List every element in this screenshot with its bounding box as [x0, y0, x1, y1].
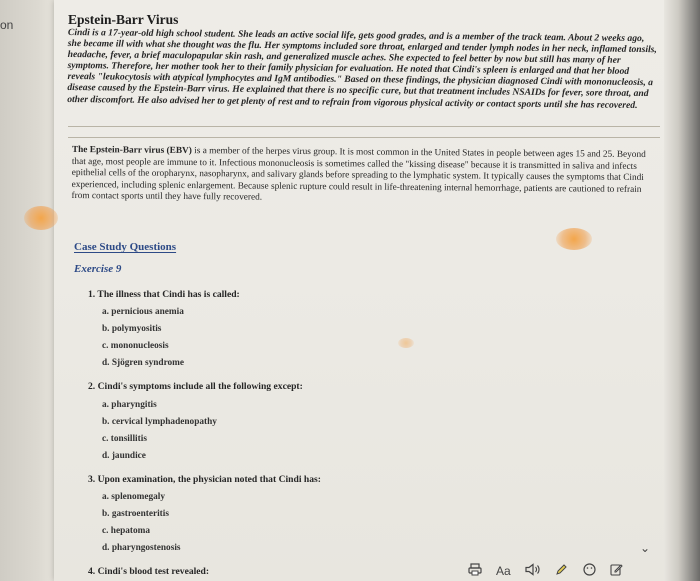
question-3-option-c[interactable]: c. hepatoma	[102, 526, 151, 536]
question-stem: 1. The illness that Cindi has is called:	[88, 289, 240, 300]
question-3	[88, 474, 648, 485]
speaker-icon[interactable]	[525, 563, 541, 579]
document-page	[54, 0, 666, 581]
question-1-option-d[interactable]: d. Sjögren syndrome	[102, 358, 185, 368]
glare-spot	[398, 338, 414, 348]
question-3-option-d[interactable]: d. pharyngostenosis	[102, 543, 181, 553]
print-icon[interactable]	[468, 563, 482, 579]
gutter-tab-fragment[interactable]: on	[0, 18, 14, 32]
chevron-down-icon[interactable]: ⌄	[640, 541, 651, 555]
intro-body: is a member of the herpes virus group. It is most common in the United States in people between ages 15 and 25. Beyond that age, most people are immune to it. Infectious mononucleosis is sometimes called the "kissing disease" because it is transmitted in saliva and infects epithelial cells of the oropharynx, nasopharynx, and salivary glands before spreading to the lymphatic system. It typically causes the symptoms that Cindi experienced, including splenic enlargement. Because splenic rupture could result in life-threatening internal hemorrhage, patients are cautioned to refrain from contact sports until they have fully recovered.	[71, 146, 646, 204]
intro-lead: The Epstein-Barr virus (EBV)	[71, 145, 192, 157]
highlighter-icon[interactable]	[555, 563, 569, 579]
question-3-option-b[interactable]: b. gastroenteritis	[102, 509, 169, 519]
exercise-heading: Exercise 9	[74, 263, 122, 275]
intro-paragraph	[71, 145, 661, 208]
glare-spot	[556, 228, 592, 250]
section-heading: Case Study Questions	[74, 241, 177, 253]
case-text: Cindi is a 17-year-old high school student. She leads an active social life, gets good grades, and is a member of the track team. About 2 weeks ago, she became ill with what she thought was the flu. Her symptoms included sore throat, enlarged and tender lymph nodes in her neck, inflamed tonsils, headache, fever, a brief maculopapular skin rash, and generalized muscle aches. She expected to feel better by now but still has many of her symptoms. Therefore, her mother took her to their family physician for evaluation. He noted that Cindi's spleen is enlarged and that her blood reveals "leukocytosis with atypical lymphocytes and IgM antibodies." Based on these findings, the physician diagnosed Cindi with mononucleosis, a disease caused by the Epstein-Barr virus. He explained that there is no specific cure, but that treatment includes NSAIDs for fever, sore throat, and other discomfort. He also advised her to get plenty of rest and to refrain from vigorous physical activity or contact sports until she has recovered.	[67, 27, 657, 111]
glare-spot	[24, 206, 58, 230]
question-2-option-d[interactable]: d. jaundice	[102, 451, 146, 461]
left-gutter	[0, 0, 54, 581]
question-1-option-c[interactable]: c. mononucleosis	[102, 341, 169, 351]
text-size-button[interactable]: Aa	[496, 563, 511, 578]
question-2-option-b[interactable]: b. cervical lymphadenopathy	[102, 417, 217, 427]
question-stem: 4. Cindi's blood test revealed:	[88, 566, 210, 577]
question-3-option-a[interactable]: a. splenomegaly	[102, 492, 166, 502]
question-1-option-a[interactable]: a. pernicious anemia	[102, 307, 184, 317]
question-stem: 2. Cindi's symptoms include all the following	[88, 381, 274, 392]
question-2-option-c[interactable]: c. tonsillitis	[102, 434, 147, 444]
emoji-icon[interactable]	[583, 563, 596, 579]
question-stem-emphasis: except:	[273, 381, 303, 392]
edit-icon[interactable]	[610, 563, 623, 579]
question-1	[88, 289, 648, 300]
divider	[68, 126, 660, 127]
question-1-option-b[interactable]: b. polymyositis	[102, 324, 162, 334]
question-2-option-a[interactable]: a. pharyngitis	[102, 400, 157, 410]
question-stem: 3. Upon examination, the physician noted that Cindi has:	[88, 474, 321, 485]
divider	[68, 137, 660, 138]
case-title: Epstein-Barr Virus	[68, 12, 179, 27]
question-2	[88, 381, 648, 392]
screen-right-edge	[664, 0, 700, 581]
reader-toolbar	[468, 560, 664, 581]
